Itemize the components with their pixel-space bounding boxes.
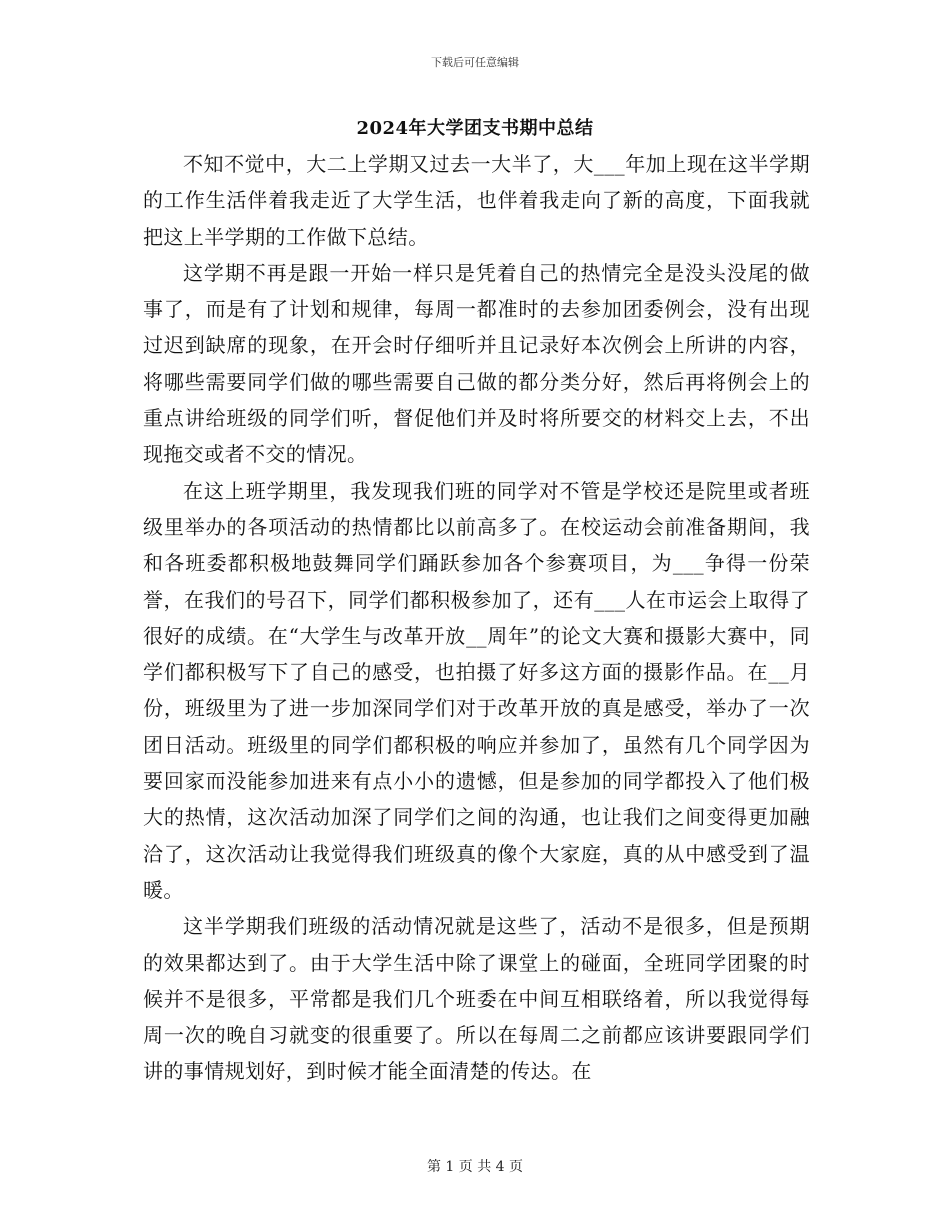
paragraph-4: 这半学期我们班级的活动情况就是这些了，活动不是很多，但是预期的效果都达到了。由于大学生活中除了课堂上的碰面，全班同学团聚的时候并不是很多，平常都是我们几个班委在中间互相联络着，所以我觉得每周一次的晚自习就变的很重要了。所以在每周二之前都应该讲要跟同学们讲的事情规划好，到时候才能全面清楚的传达。在 xyxy=(143,914,810,1084)
page-number-footer: 第 1 页 共 4 页 xyxy=(426,1159,524,1175)
header-note: 下载后可任意编辑 xyxy=(431,56,519,69)
paragraph-3: 在这上班学期里，我发现我们班的同学对不管是学校还是院里或者班级里举办的各项活动的热情都比以前高多了。在校运动会前准备期间，我和各班委都积极地鼓舞同学们踊跃参加各个参赛项目，为___争得一份荣誉，在我们的号召下，同学们都积极参加了，还有___人在市运会上取得了很好的成绩。在“大学生与改革开放__周年”的论文大赛和摄影大赛中，同学们都积极写下了自己的感受，也拍摄了好多这方面的摄影作品。在__月份，班级里为了进一步加深同学们对于改革开放的真是感受，举办了一次团日活动。班级里的同学们都积极的响应并参加了，虽然有几个同学因为要回家而没能参加进来有点小小的遗憾，但是参加的同学都投入了他们极大的热情，这次活动加深了同学们之间的沟通，也让我们之间变得更加融洽了，这次活动让我觉得我们班级真的像个大家庭，真的从中感受到了温暖。 xyxy=(143,478,810,902)
document-title: 2024年大学团支书期中总结 xyxy=(356,118,594,139)
paragraph-2: 这学期不再是跟一开始一样只是凭着自己的热情完全是没头没尾的做事了，而是有了计划和规律，每周一都准时的去参加团委例会，没有出现过迟到缺席的现象，在开会时仔细听并且记录好本次例会上所讲的内容，将哪些需要同学们做的哪些需要自己做的都分类分好，然后再将例会上的重点讲给班级的同学们听，督促他们并及时将所要交的材料交上去，不出现拖交或者不交的情况。 xyxy=(143,260,810,467)
document-body xyxy=(143,146,810,1090)
paragraph-1: 不知不觉中，大二上学期又过去一大半了，大___年加上现在这半学期的工作生活伴着我走近了大学生活，也伴着我走向了新的高度，下面我就把这上半学期的工作做下总结。 xyxy=(143,152,810,249)
